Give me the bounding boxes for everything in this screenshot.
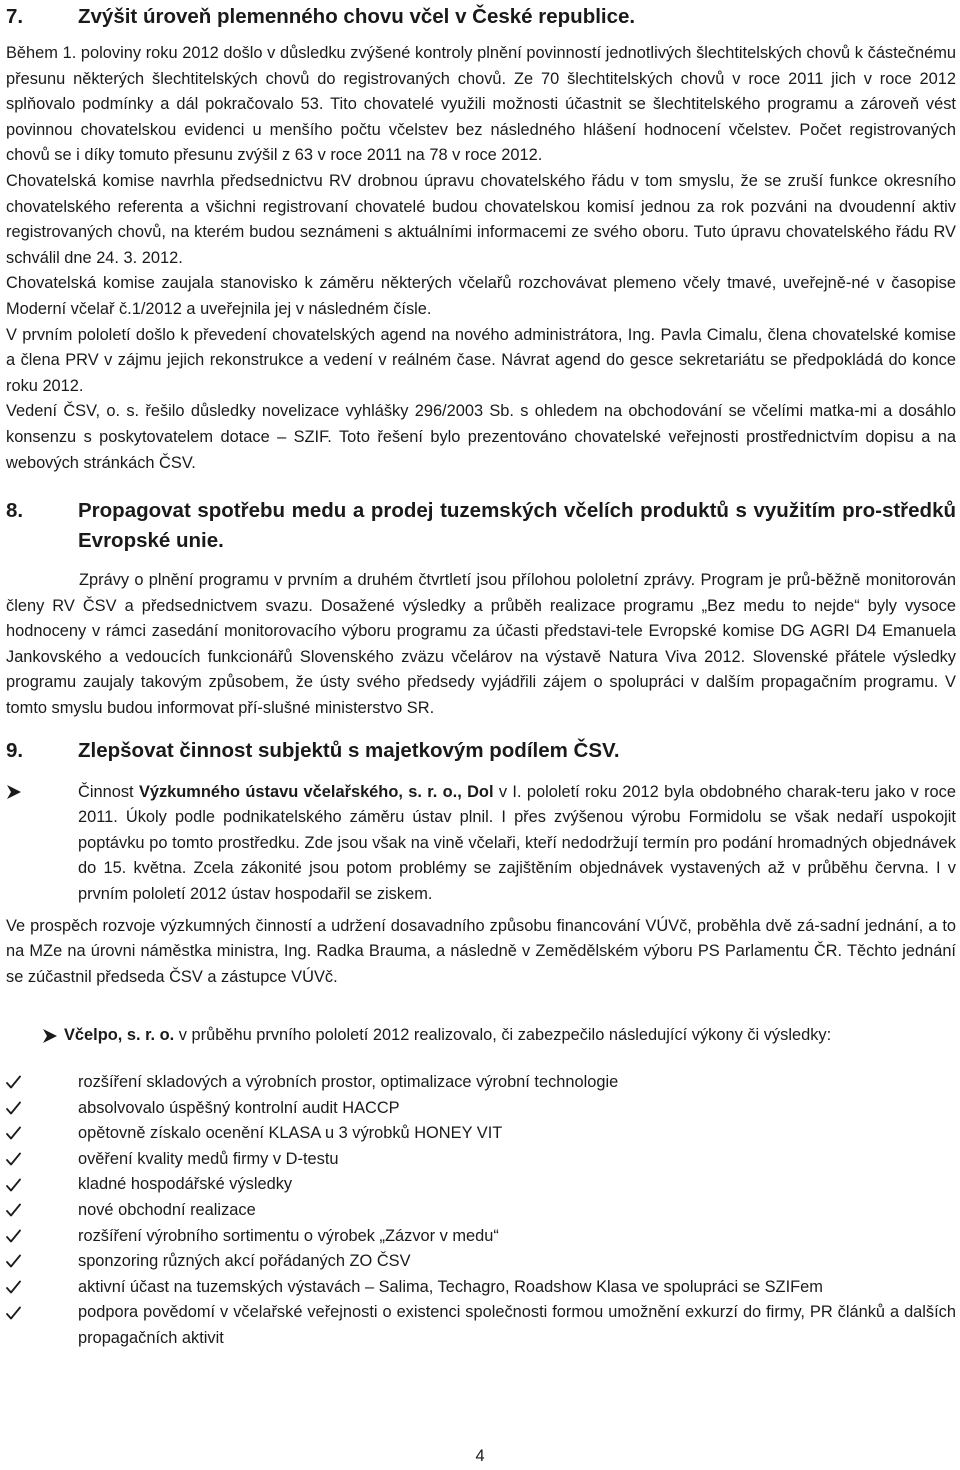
checkmark-icon [6, 1275, 78, 1301]
vcelpo-item [6, 1023, 956, 1049]
checkmark-icon [6, 1070, 78, 1096]
checkmark-icon [6, 1096, 78, 1122]
section-9-heading [6, 736, 956, 766]
checklist-item [6, 1172, 956, 1198]
checklist-item [6, 1198, 956, 1224]
section-number: 8. [6, 499, 24, 523]
checklist-item [6, 1070, 956, 1096]
vuvc-text [78, 780, 956, 908]
checklist-item [6, 1249, 956, 1275]
paragraph: V prvním pololetí došlo k převedení chovatelských agend na nového administrátora, Ing. Pavla Cimalu, člena chovatelské komise a člena PRV v zájmu jejich rekonstrukce a vedení v reálném čase. Návrat agend do gesce sekretariátu se předpokládá do konce roku 2012. [6, 325, 956, 395]
paragraph: Vedení ČSV, o. s. řešilo důsledky novelizace vyhlášky 296/2003 Sb. s ohledem na obchodování se včelími matka-mi a dosáhlo konsenzu s poskytovatelem dotace – SZIF. Toto řešení bylo prezentováno chovatelské veřejnosti prostřednictvím dopisu a na webových stránkách ČSV. [6, 402, 956, 472]
text-span: v průběhu prvního pololetí 2012 realizovalo, či zabezpečilo následující výkony či výsledky: [174, 1026, 832, 1045]
checklist-item [6, 1300, 956, 1351]
vuvc-item [6, 780, 956, 908]
company-name: Včelpo, s. r. o. [64, 1026, 175, 1045]
checklist-item [6, 1275, 956, 1301]
checkmark-icon [6, 1172, 78, 1198]
checklist-item-text: podpora povědomí v včelařské veřejnosti o existenci společnosti formou umožnění exkurzí do firmy, PR článků a dalších propagačních aktivit [78, 1303, 956, 1347]
checklist-item [6, 1121, 956, 1147]
checklist-item-text: rozšíření skladových a výrobních prostor, optimalizace výrobní technologie [78, 1073, 619, 1091]
checklist [6, 1070, 956, 1352]
section-title: Propagovat spotřebu medu a prodej tuzemských včelích produktů s využitím pro-středků Evropské unie. [78, 499, 956, 553]
paragraph: Během 1. poloviny roku 2012 došlo v důsledku zvýšené kontroly plnění povinností jednotlivých šlechtitelských chovů k částečnému přesunu některých šlechtitelských chovů do registrovaných chovů. Ze 70 šlechtitelských chovů v roce 2011 jich v roce 2012 splňovalo podmínky a dál pokračovalo 53. Tito chovatelé využili možnosti účastnit se šlechtitelského programu a zároveň vést povinnou chovatelskou evidenci u menšího počtu včelstev bez následného hlášení hodnocení včelstev. Počet registrovaných chovů se i díky tomuto přesunu zvýšil z 63 v roce 2011 na 78 v roce 2012. [6, 44, 956, 165]
checklist-item-text: aktivní účast na tuzemských výstavách – Salima, Techagro, Roadshow Klasa ve spolupráci se SZIFem [78, 1277, 823, 1296]
section-title: Zvýšit úroveň plemenného chovu včel v České republice. [78, 5, 636, 28]
paragraph: Chovatelská komise zaujala stanovisko k záměru některých včelařů rozchovávat plemeno včely tmavé, uveřejně-né v časopise Moderní včelař č.1/2012 a uveřejnila jej v následném čísle. [6, 274, 956, 318]
arrow-bullet-icon [6, 1023, 64, 1049]
section-number: 9. [6, 738, 24, 762]
page-number: 4 [475, 1447, 485, 1465]
checkmark-icon [6, 1198, 78, 1224]
checkmark-icon [6, 1121, 78, 1147]
vcelpo-text [64, 1023, 956, 1049]
paragraph: Chovatelská komise navrhla předsednictvu RV drobnou úpravu chovatelského řádu v tom smyslu, že se zruší funkce okresního chovatelského referenta a všichni registrovaní chovatelé budou chovatelskou komisí jednou za rok pozváni na dvoudenní aktiv registrovaných chovů, na kterém budou seznámeni s aktuálními informacemi ze svého oboru. Tuto úpravu chovatelského řádu RV schválil dne 24. 3. 2012. [6, 171, 956, 267]
arrow-bullet-icon [6, 780, 78, 806]
checklist-item-text: ověření kvality medů firmy v D-testu [78, 1149, 339, 1168]
checklist-item-text: absolvovalo úspěšný kontrolní audit HACCP [78, 1098, 400, 1117]
checklist-item-text: kladné hospodářské výsledky [78, 1175, 293, 1194]
checklist-item-text: sponzoring různých akcí pořádaných ZO ČSV [78, 1252, 411, 1271]
checklist-item [6, 1147, 956, 1173]
section-8-heading [6, 496, 956, 556]
section-7-heading [6, 2, 956, 32]
company-name: Výzkumného ústavu včelařského, s. r. o., Dol [138, 782, 494, 801]
text-span: v I. pololetí roku 2012 byla obdobného charak-teru jako v roce 2011. Úkoly podle podnikatelského záměru ústav plnil. I přes zvýšenou výrobu Formidolu se však nedaří uspokojit poptávku po tomto prostředku. Zde jsou však na vině včelaři, kteří nedodržují termín pro podání hromadných objednávek do 15. května. Zcela zákonité jsou potom problémy se zajištěním objednávek vystavených až v průběhu června. I v prvním pololetí 2012 ústav hospodařil se ziskem. [78, 782, 956, 904]
checkmark-icon [6, 1147, 78, 1173]
section-number: 7. [6, 5, 24, 28]
checklist-item-text: nové obchodní realizace [78, 1200, 256, 1219]
document-page [6, 0, 956, 1352]
checkmark-icon [6, 1249, 78, 1275]
paragraph: Ve prospěch rozvoje výzkumných činností a udržení dosavadního způsobu financování VÚVč, proběhla dvě zá-sadní jednání, a to na MZe na úrovni náměstka ministra, Ing. Radka Brauma, a následně v Zemědělském výboru PS Parlamentu ČR. Těchto jednání se zúčastnil předseda ČSV a zástupce VÚVč. [6, 916, 956, 986]
text-span: Činnost [78, 782, 139, 801]
paragraph: Zprávy o plnění programu v prvním a druhém čtvrtletí jsou přílohou pololetní zprávy. Program je prů-běžně monitorován členy RV ČSV a předsednictvem svazu. Dosažené výsledky a průběh realizace programu „Bez medu to nejde“ byly vysoce hodnoceny v rámci zasedání monitorovacího výboru programu za účasti představi-tele Evropské komise DG AGRI D4 Emanuela Jankovského a vedoucích funkcionářů Slovenského zväzu včelárov na výstavě Natura Viva 2012. Slovenské přátele výsledky programu zaujaly takovým způsobem, že ústy svého předsedy vyjádřili zájem o spolupráci v dalším propagačním programu. V tomto smyslu budou informovat pří-slušné ministerstvo SR. [6, 571, 956, 718]
checkmark-icon [6, 1300, 78, 1326]
checklist-item [6, 1096, 956, 1122]
checklist-item-text: opětovně získalo ocenění KLASA u 3 výrobků HONEY VIT [78, 1124, 503, 1143]
checkmark-icon [6, 1224, 78, 1250]
section-title: Zlepšovat činnost subjektů s majetkovým podílem ČSV. [78, 738, 620, 762]
checklist-item [6, 1224, 956, 1250]
checklist-item-text: rozšíření výrobního sortimentu o výrobek „Zázvor v medu“ [78, 1226, 499, 1245]
